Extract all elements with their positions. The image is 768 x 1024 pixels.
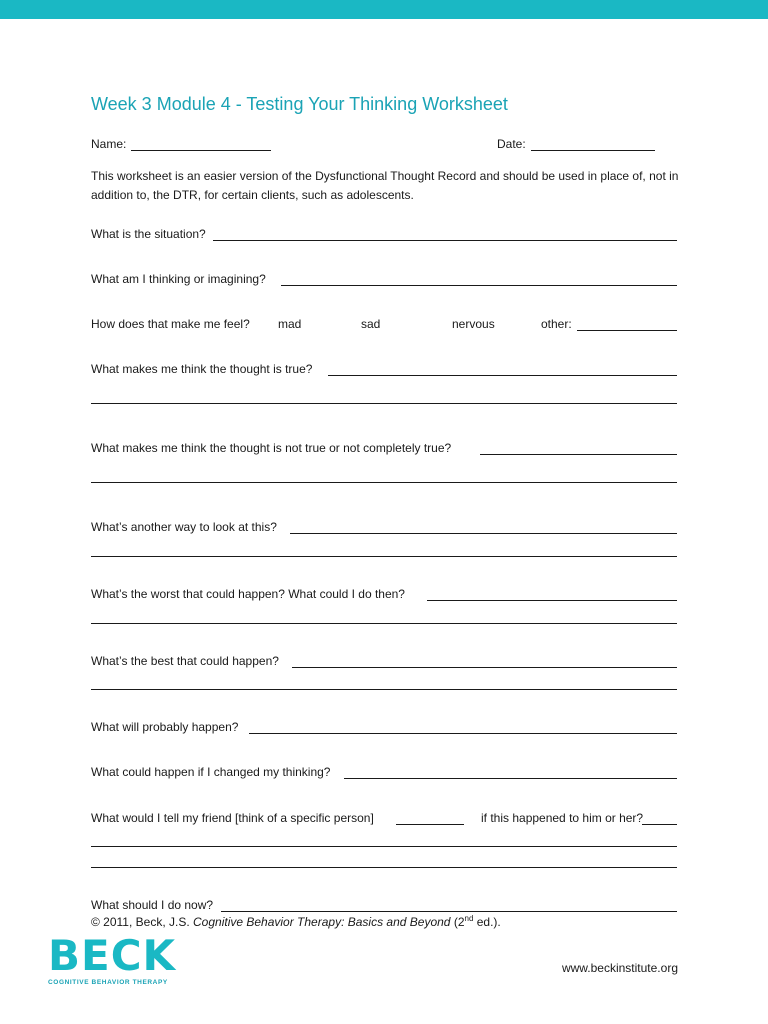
feel-option-mad[interactable]: mad bbox=[278, 317, 302, 331]
question-feel: How does that make me feel? bbox=[91, 317, 250, 331]
date-field[interactable] bbox=[531, 150, 655, 151]
answer-probably[interactable] bbox=[249, 733, 677, 734]
logo-tagline: COGNITIVE BEHAVIOR THERAPY bbox=[48, 979, 168, 986]
answer-true-line-2[interactable] bbox=[91, 403, 677, 404]
beck-logo bbox=[48, 931, 177, 986]
answer-friend-line-2[interactable] bbox=[91, 846, 677, 847]
feel-option-other[interactable]: other: bbox=[541, 317, 572, 331]
intro-text: This worksheet is an easier version of the Dysfunctional Thought Record and should be used in place of, not in addition to, the DTR, for certain clients, such as adolescents. bbox=[91, 169, 679, 202]
answer-situation[interactable] bbox=[213, 240, 677, 241]
question-thinking: What am I thinking or imagining? bbox=[91, 272, 266, 286]
answer-friend[interactable] bbox=[642, 824, 677, 825]
website-url[interactable]: www.beckinstitute.org bbox=[561, 961, 678, 975]
answer-true[interactable] bbox=[328, 375, 677, 376]
answer-friend-line-3[interactable] bbox=[91, 867, 677, 868]
answer-changed[interactable] bbox=[344, 778, 677, 779]
question-best: What’s the best that could happen? bbox=[91, 654, 279, 668]
question-worst: What’s the worst that could happen? What could I do then? bbox=[91, 587, 405, 601]
question-true: What makes me think the thought is true? bbox=[91, 362, 313, 376]
date-label: Date: bbox=[497, 137, 526, 151]
answer-worst-line-2[interactable] bbox=[91, 623, 677, 624]
page-title: Week 3 Module 4 - Testing Your Thinking Worksheet bbox=[91, 94, 508, 114]
top-accent-bar bbox=[0, 0, 768, 19]
question-situation: What is the situation? bbox=[91, 227, 206, 241]
friend-name-field[interactable] bbox=[396, 824, 464, 825]
answer-another-way-line-2[interactable] bbox=[91, 556, 677, 557]
name-field[interactable] bbox=[131, 150, 271, 151]
citation bbox=[91, 914, 501, 929]
question-another-way: What’s another way to look at this? bbox=[91, 520, 277, 534]
answer-not-true[interactable] bbox=[480, 454, 677, 455]
feel-option-nervous[interactable]: nervous bbox=[452, 317, 495, 331]
answer-best[interactable] bbox=[292, 667, 677, 668]
citation-prefix: © 2011, Beck, J.S. bbox=[91, 915, 193, 929]
answer-do-now[interactable] bbox=[221, 911, 677, 912]
answer-feel-other[interactable] bbox=[577, 330, 677, 331]
logo-wordmark: BECK bbox=[48, 931, 177, 980]
question-friend-end: if this happened to him or her? bbox=[481, 811, 644, 825]
citation-book-title: Cognitive Behavior Therapy: Basics and Beyond bbox=[193, 915, 451, 929]
name-label: Name: bbox=[91, 137, 127, 151]
question-friend: What would I tell my friend [think of a specific person] bbox=[91, 811, 374, 825]
question-not-true: What makes me think the thought is not true or not completely true? bbox=[91, 441, 452, 455]
question-do-now: What should I do now? bbox=[91, 898, 214, 912]
citation-edition: (2 bbox=[450, 915, 465, 929]
answer-another-way[interactable] bbox=[290, 533, 677, 534]
answer-not-true-line-2[interactable] bbox=[91, 482, 677, 483]
citation-edition-sup: nd bbox=[464, 914, 474, 923]
citation-suffix: ed.). bbox=[473, 915, 501, 929]
question-changed: What could happen if I changed my thinking? bbox=[91, 765, 331, 779]
answer-thinking[interactable] bbox=[281, 285, 677, 286]
feel-option-sad[interactable]: sad bbox=[361, 317, 381, 331]
question-probably: What will probably happen? bbox=[91, 720, 239, 734]
answer-best-line-2[interactable] bbox=[91, 689, 677, 690]
answer-worst[interactable] bbox=[427, 600, 677, 601]
